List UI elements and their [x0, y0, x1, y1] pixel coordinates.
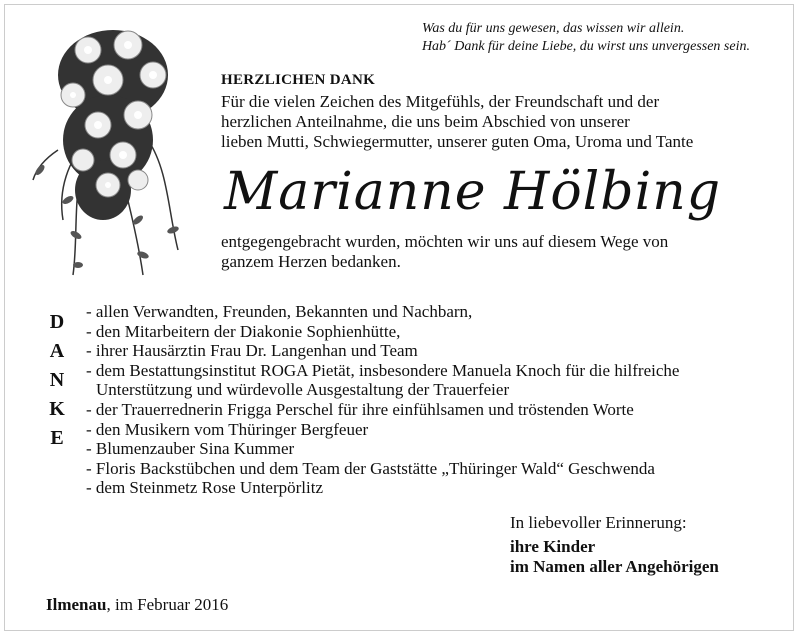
after-line: ganzem Herzen bedanken. — [221, 252, 401, 271]
list-item: - dem Steinmetz Rose Unterpörlitz — [86, 478, 323, 498]
motto-line: Was du für uns gewesen, das wissen wir allein. — [421, 21, 685, 36]
list-item: - den Musikern vom Thüringer Bergfeuer — [86, 419, 369, 439]
after-text — [221, 232, 781, 272]
signature — [510, 537, 719, 577]
heading: HERZLICHEN DANK — [221, 72, 376, 88]
danke-letter: K — [49, 398, 65, 420]
deceased-name: Marianne Hölbing — [224, 162, 721, 222]
intro-text — [221, 92, 781, 152]
place: Ilmenau — [46, 595, 107, 614]
list-item: - der Trauerrednerin Frigga Perschel für ihre einfühlsamen und tröstenden Worte — [86, 399, 634, 419]
closing-text: In liebevoller Erinnerung: — [510, 513, 687, 532]
after-line: entgegengebracht wurden, möchten wir uns auf diesem Wege von — [221, 232, 669, 251]
list-item: - Floris Backstübchen und dem Team der Gaststätte „Thüringer Wald“ Geschwenda — [86, 458, 655, 478]
motto — [422, 20, 750, 56]
signature-line: ihre Kinder — [510, 537, 596, 556]
list-item-continuation: Unterstützung und würdevolle Ausgestaltung der Trauerfeier — [96, 380, 510, 400]
danke-letter: A — [49, 340, 65, 362]
signature-line: im Namen aller Angehörigen — [510, 557, 719, 576]
date: , im Februar 2016 — [106, 595, 229, 614]
motto-line: Hab´ Dank für deine Liebe, du wirst uns unvergessen sein. — [421, 39, 750, 54]
flower-bouquet-icon — [28, 20, 198, 285]
thanks-list — [86, 302, 786, 498]
danke-letter: D — [49, 311, 65, 333]
list-item: - den Mitarbeitern der Diakonie Sophienhütte, — [86, 321, 401, 341]
list-item: - allen Verwandten, Freunden, Bekannten und Nachbarn, — [86, 302, 473, 321]
danke-letter: E — [50, 427, 64, 449]
intro-line: lieben Mutti, Schwiegermutter, unserer guten Oma, Uroma und Tante — [221, 132, 694, 151]
list-item: - Blumenzauber Sina Kummer — [86, 439, 295, 459]
danke-vertical — [42, 308, 72, 453]
list-item: - ihrer Hausärztin Frau Dr. Langenhan und Team — [86, 341, 418, 361]
place-date — [46, 595, 228, 615]
intro-line: herzlichen Anteilnahme, die uns beim Abschied von unserer — [221, 112, 630, 131]
intro-line: Für die vielen Zeichen des Mitgefühls, der Freundschaft und der — [221, 92, 660, 111]
list-item: - dem Bestattungsinstitut ROGA Pietät, insbesondere Manuela Knoch für die hilfreiche — [86, 360, 680, 380]
danke-letter: N — [49, 369, 65, 391]
